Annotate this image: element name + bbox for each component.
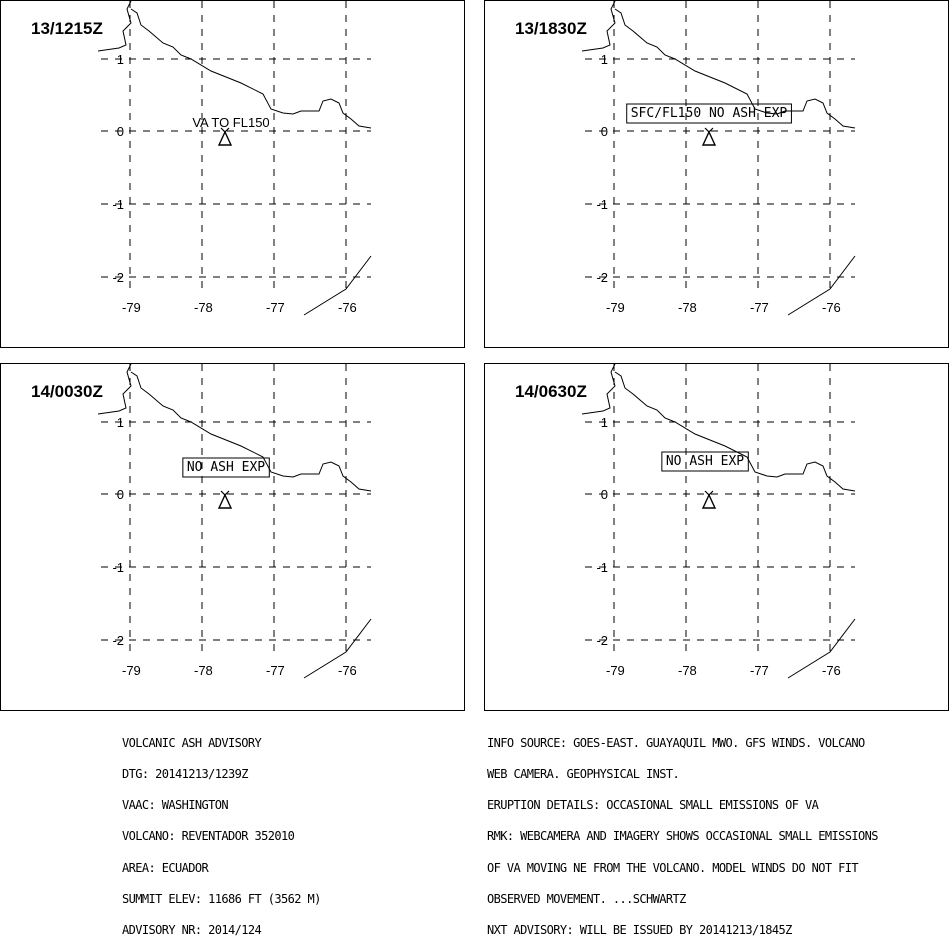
latitude-label: -1 [596, 560, 608, 575]
longitude-label: -78 [194, 663, 213, 678]
map-canvas [1, 1, 466, 349]
advisory-line: OF VA MOVING NE FROM THE VOLCANO. MODEL WINDS DO NOT FIT [487, 860, 858, 875]
longitude-label: -76 [822, 300, 841, 315]
latitude-label: 1 [600, 52, 608, 67]
latitude-label: 0 [116, 124, 124, 139]
longitude-label: -76 [822, 663, 841, 678]
advisory-line: SUMMIT ELEV: 11686 FT (3562 M) [122, 891, 321, 906]
advisory-header-block [122, 717, 321, 946]
volcano-triangle-icon [219, 495, 231, 508]
forecast-panel-1 [0, 0, 465, 348]
latitude-label: 1 [600, 415, 608, 430]
longitude-label: -79 [122, 663, 141, 678]
advisory-details-block [487, 717, 878, 946]
longitude-label: -79 [122, 300, 141, 315]
longitude-label: -77 [750, 663, 769, 678]
panel-time-label: 14/0630Z [515, 382, 587, 401]
volcano-triangle-icon [703, 495, 715, 508]
border-line [131, 9, 371, 128]
advisory-line: VOLCANO: REVENTADOR 352010 [122, 829, 295, 844]
advisory-line: AREA: ECUADOR [122, 860, 209, 875]
longitude-label: -77 [750, 300, 769, 315]
longitude-label: -79 [606, 663, 625, 678]
volcano-triangle-icon [703, 132, 715, 145]
latitude-label: 0 [600, 487, 608, 502]
latitude-label: -1 [112, 560, 124, 575]
panel-time-label: 13/1830Z [515, 19, 587, 38]
latitude-label: 1 [116, 415, 124, 430]
longitude-label: -77 [266, 300, 285, 315]
latitude-label: -2 [596, 633, 608, 648]
advisory-line: DTG: 20141213/1239Z [122, 767, 248, 782]
longitude-label: -79 [606, 300, 625, 315]
map-canvas [485, 1, 950, 349]
map-canvas [485, 364, 950, 712]
advisory-line: OBSERVED MOVEMENT. ...SCHWARTZ [487, 891, 686, 906]
advisory-line: INFO SOURCE: GOES-EAST. GUAYAQUIL MWO. GFS WINDS. VOLCANO [487, 735, 865, 750]
latitude-label: -2 [112, 270, 124, 285]
advisory-line: VOLCANIC ASH ADVISORY [122, 735, 262, 750]
advisory-line: WEB CAMERA. GEOPHYSICAL INST. [487, 767, 680, 782]
advisory-line: ADVISORY NR: 2014/124 [122, 923, 262, 938]
latitude-label: -1 [596, 197, 608, 212]
forecast-panel-2 [484, 0, 949, 348]
ash-label: NO ASH EXP [186, 460, 266, 475]
latitude-label: 1 [116, 52, 124, 67]
latitude-label: -2 [112, 633, 124, 648]
volcano-triangle-icon [219, 132, 231, 145]
longitude-label: -76 [338, 300, 357, 315]
panel-time-label: 13/1215Z [31, 19, 103, 38]
longitude-label: -78 [194, 300, 213, 315]
forecast-panel-3 [0, 363, 465, 711]
ash-label: VA TO FL150 [192, 115, 270, 130]
advisory-line: VAAC: WASHINGTON [122, 798, 228, 813]
advisory-line: ERUPTION DETAILS: OCCASIONAL SMALL EMISSIONS OF VA [487, 798, 819, 813]
coastline [98, 364, 131, 414]
ash-label: NO ASH EXP [665, 454, 745, 469]
longitude-label: -78 [678, 300, 697, 315]
coastline [98, 1, 131, 51]
coastline [582, 364, 615, 414]
panel-time-label: 14/0030Z [31, 382, 103, 401]
forecast-panel-4 [484, 363, 949, 711]
latitude-label: -2 [596, 270, 608, 285]
ash-label: SFC/FL150 NO ASH EXP [630, 106, 788, 121]
latitude-label: -1 [112, 197, 124, 212]
longitude-label: -76 [338, 663, 357, 678]
longitude-label: -78 [678, 663, 697, 678]
longitude-label: -77 [266, 663, 285, 678]
advisory-line: NXT ADVISORY: WILL BE ISSUED BY 20141213/1845Z [487, 923, 792, 938]
advisory-line: RMK: WEBCAMERA AND IMAGERY SHOWS OCCASIONAL SMALL EMISSIONS [487, 829, 878, 844]
latitude-label: 0 [116, 487, 124, 502]
latitude-label: 0 [600, 124, 608, 139]
map-canvas [1, 364, 466, 712]
border-line [615, 372, 855, 491]
coastline [582, 1, 615, 51]
